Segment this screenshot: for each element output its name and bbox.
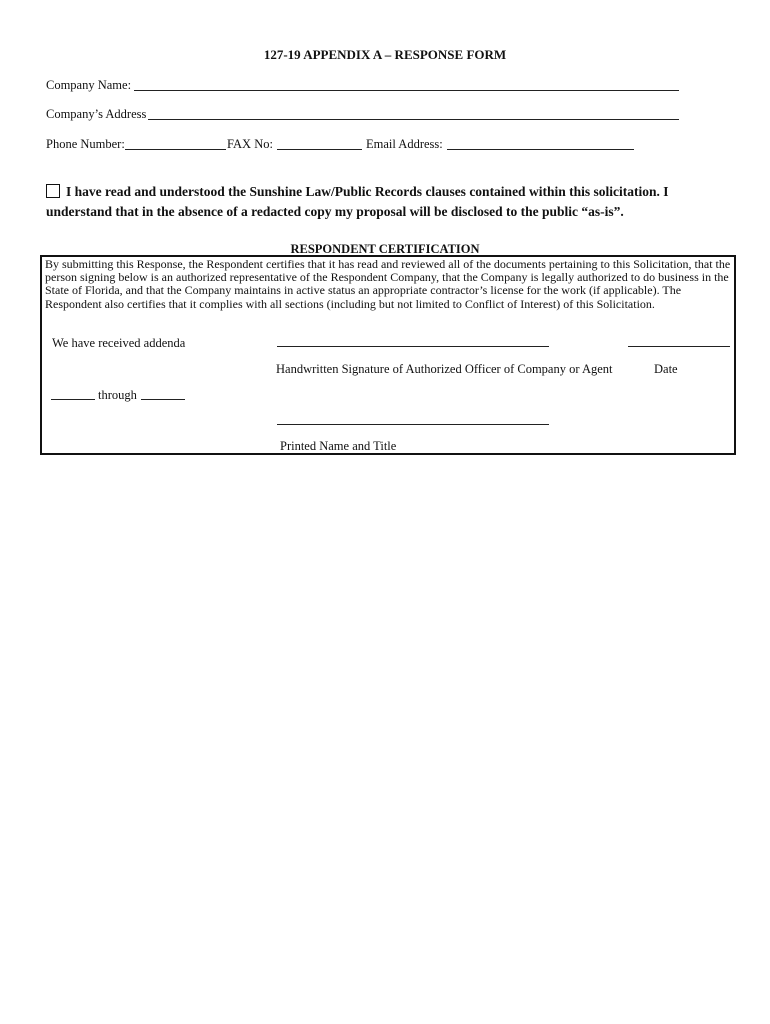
company-name-line [134, 90, 679, 91]
form-title: 127-19 APPENDIX A – RESPONSE FORM [263, 47, 507, 62]
company-name-label: Company Name: [46, 78, 132, 92]
certification-body: By submitting this Response, the Respondent certifies that it has read and reviewed all of the documents pertaining to this Solicitation, that the person signing below is an authorized representative of the Respondent Company, that the Company is legally authorized to do business in the State of Florida, and that the Company maintains in active status an appropriate contractor’s license for the work (if applicable). The Respondent also certifies that it complies with all sections (including but not limited to Conflict of Interest) of this Solicitation. [45, 257, 731, 311]
phone-field[interactable] [126, 135, 224, 149]
addenda-from-field[interactable] [51, 385, 95, 399]
signature-label: Handwritten Signature of Authorized Officer of Company or Agent [276, 362, 613, 376]
fax-label: FAX No: [227, 137, 273, 151]
signature-field[interactable] [278, 330, 548, 344]
printed-name-line [277, 424, 549, 425]
date-label: Date [654, 362, 678, 376]
phone-line [125, 149, 226, 150]
email-label: Email Address: [366, 137, 443, 151]
acknowledgement-text: I have read and understood the Sunshine Law/Public Records clauses contained within this solicitation. I understand that in the absence of a redacted copy my proposal will be disclosed to the public “as-is”. [46, 184, 669, 219]
company-address-field[interactable] [150, 105, 676, 119]
fax-field[interactable] [278, 135, 360, 149]
certification-heading: RESPONDENT CERTIFICATION [290, 242, 480, 256]
phone-label: Phone Number: [46, 137, 125, 151]
through-label: through [98, 388, 137, 402]
fax-line [277, 149, 362, 150]
addenda-label: We have received addenda [52, 336, 186, 350]
addenda-to-line [141, 399, 185, 400]
addenda-to-field[interactable] [141, 385, 185, 399]
date-field[interactable] [629, 330, 729, 344]
signature-line [277, 346, 549, 347]
email-line [447, 149, 634, 150]
date-line [628, 346, 730, 347]
addenda-from-line [51, 399, 95, 400]
email-field[interactable] [448, 135, 632, 149]
company-address-line [148, 119, 679, 120]
company-name-field[interactable] [136, 76, 676, 90]
company-address-label: Company’s Address [46, 107, 147, 121]
acknowledgement-text-block [46, 182, 706, 222]
printed-name-field[interactable] [278, 408, 548, 422]
printed-name-label: Printed Name and Title [280, 439, 397, 453]
